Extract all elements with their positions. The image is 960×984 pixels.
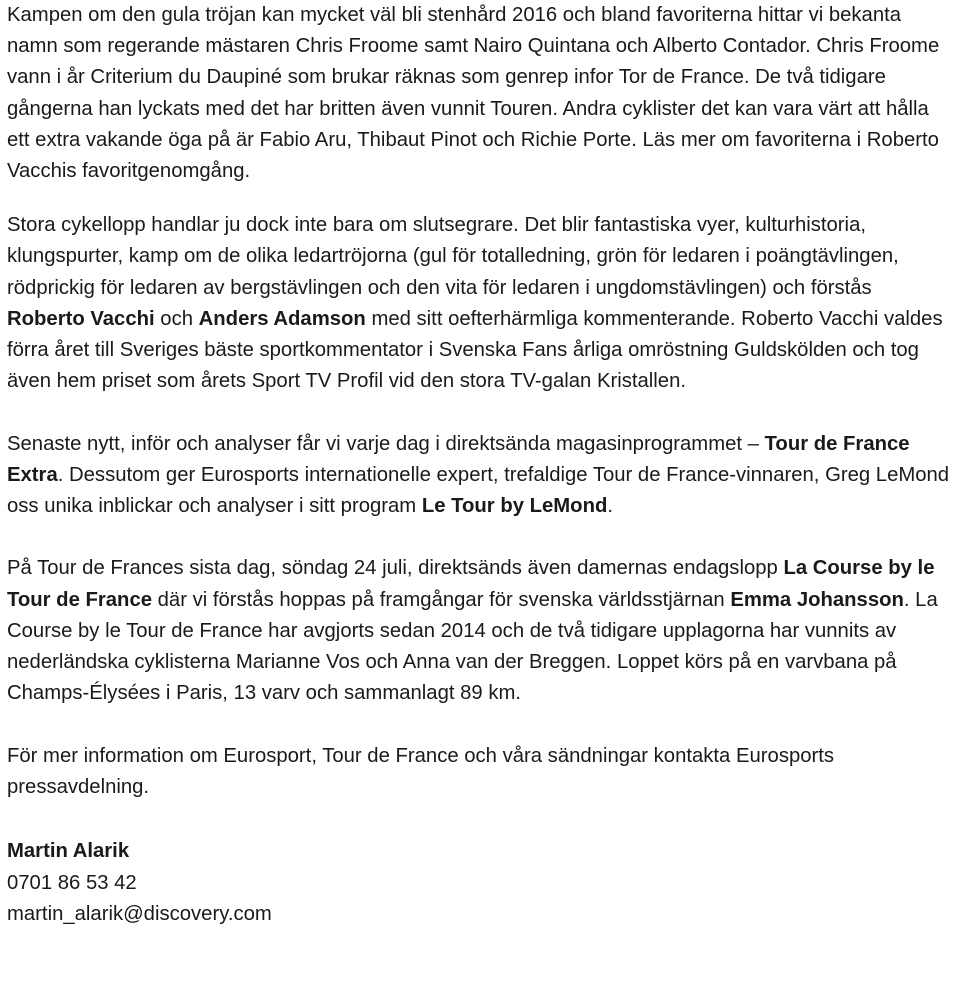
- commentator-name-vacchi: Roberto Vacchi: [7, 307, 155, 330]
- programs-text-3: .: [607, 495, 613, 518]
- paragraph-programs: [7, 429, 952, 523]
- paragraph-la-course: [7, 553, 952, 709]
- contact-email: martin_alarik@discovery.com: [7, 903, 272, 926]
- contact-name: [7, 836, 952, 868]
- paragraph-race-coverage: [7, 210, 952, 397]
- press-info-text: För mer information om Eurosport, Tour de France och våra sändningar kontakta Eurosports pressavdelning.: [7, 744, 835, 798]
- contact-block: [7, 836, 952, 931]
- program-name-lemond: Le Tour by LeMond: [421, 495, 608, 518]
- la-course-text-3: . La Course by le Tour de France har avgjorts sedan 2014 och de två tidigare upplagorna har vunnits av nederländska cyklisterna Marianne Vos och Anna van der Breggen. Loppet körs på en varvbana på Champs-Élysées i Paris, 13 varv och sammanlagt 89 km.: [7, 588, 938, 705]
- la-course-text-1: På Tour de Frances sista dag, söndag 24 juli, direktsänds även damernas endagslopp: [7, 557, 784, 580]
- program-name-tour-extra: Tour de France Extra: [7, 432, 910, 486]
- paragraph-press-info: [7, 741, 952, 803]
- programs-text-2: . Dessutom ger Eurosports internationelle expert, trefaldige Tour de France-vinnaren, Greg LeMond oss unika inblickar och analyser i sitt program: [7, 463, 950, 518]
- race-coverage-text-3: med sitt oefterhärmliga kommenterande. Roberto Vacchi valdes förra året till Sveriges bäste sportkommentator i Svenska Fans årliga omröstning Guldskölden och tog även hem priset som årets Sport TV Profil vid den stora TV-galan Kristallen.: [7, 307, 943, 393]
- race-coverage-text-1: Stora cykellopp handlar ju dock inte bara om slutsegrare. Det blir fantastiska vyer, kulturhistoria, klungspurter, kamp om de olika ledartröjorna (gul för totalledning, grön för ledaren i poängtävlingen, rödprickig för ledaren av bergstävlingen och den vita för ledaren i ungdomstävlingen) och förstås: [7, 214, 899, 299]
- contact-phone: 0701 86 53 42: [7, 871, 137, 894]
- rider-name-johansson: Emma Johansson: [730, 588, 904, 611]
- programs-text-1: Senaste nytt, inför och analyser får vi varje dag i direktsända magasinprogrammet –: [7, 432, 765, 455]
- commentator-name-adamson: Anders Adamson: [198, 307, 366, 330]
- race-name-la-course: La Course by le Tour de France: [7, 557, 935, 611]
- la-course-text-2: där vi förstås hoppas på framgångar för svenska världsstjärnan: [152, 588, 731, 611]
- paragraph-favorites: [7, 0, 952, 187]
- paragraph-favorites-text: Kampen om den gula tröjan kan mycket väl bli stenhård 2016 och bland favoriterna hittar vi bekanta namn som regerande mästaren Chris Froome samt Nairo Quintana och Alberto Contador. Chris Froome vann i år Criterium du Daupiné som brukar räknas som genrep infor Tor de France. De två tidigare gångerna han lyckats med det har britten även vunnit Touren. Andra cyklister det kan vara värt att hålla ett extra vakande öga på är Fabio Aru, Thibaut Pinot och Richie Porte. Läs mer om favoriterna i Roberto Vacchis favoritgenomgång.: [7, 4, 940, 183]
- race-coverage-text-2: och: [154, 307, 199, 330]
- contact-name-text: Martin Alarik: [7, 840, 130, 863]
